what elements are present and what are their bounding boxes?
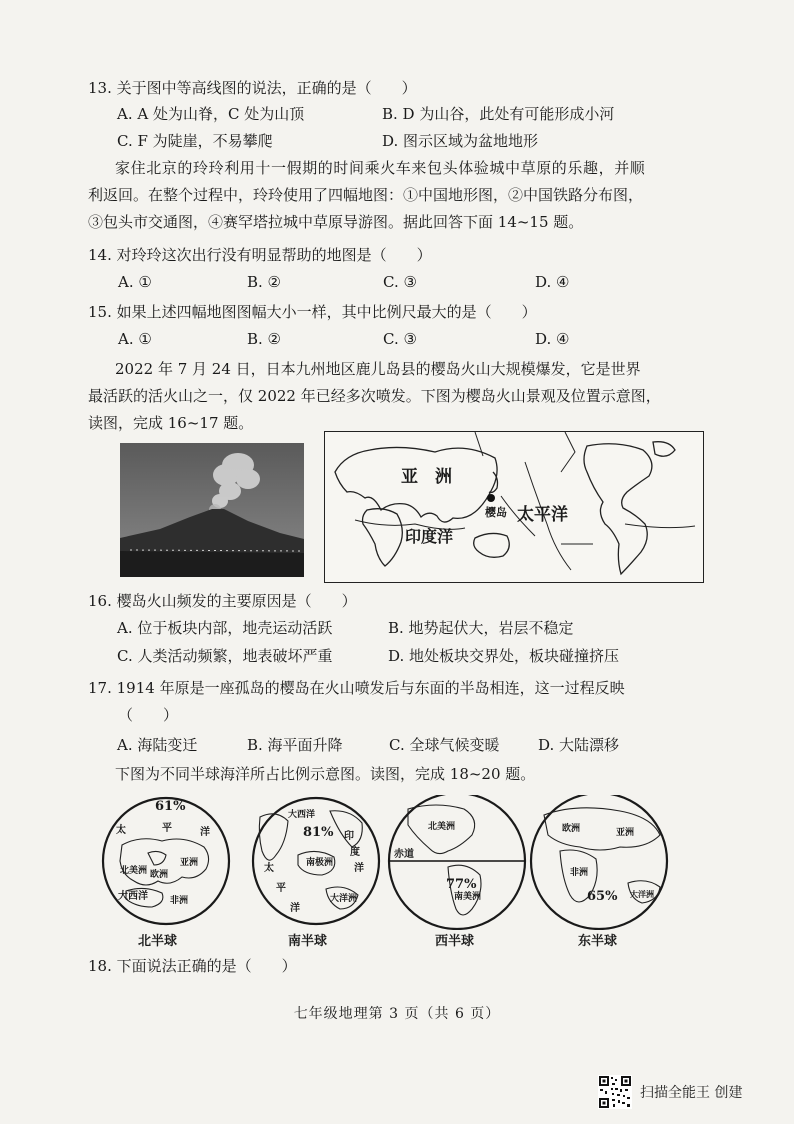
north-hemisphere-percent: 61% (155, 799, 186, 814)
south-label-pacific-1: 太 (264, 863, 274, 874)
north-label-europe: 欧洲 (150, 870, 169, 880)
question-17-stem: 17. 1914 年原是一座孤岛的樱岛在火山喷发后与东面的半岛相连，这一过程反映 (88, 679, 625, 697)
east-label-oceania: 大洋洲 (630, 889, 654, 899)
globe-west-outline (389, 795, 525, 929)
q15-option-d: D. ④ (535, 330, 570, 348)
north-label-atlantic: 大西洋 (118, 891, 148, 902)
north-label-pacific-2: 平 (162, 823, 172, 834)
question-18-stem: 18. 下面说法正确的是（ ） (88, 957, 297, 975)
q16-option-d: D. 地处板块交界处，板块碰撞挤压 (388, 647, 620, 665)
q16-option-a: A. 位于板块内部，地壳运动活跃 (117, 619, 333, 637)
south-label-pacific-2: 平 (276, 883, 286, 894)
passage-16-17-line2: 最活跃的活火山之一，仅 2022 年已经多次喷发。下图为樱岛火山景观及位置示意图， (88, 387, 661, 405)
q17-option-b: B. 海平面升降 (247, 736, 343, 754)
volcano-photo (120, 443, 304, 577)
q13-option-a: A. A 处为山脊，C 处为山顶 (117, 105, 305, 123)
south-hemisphere-name: 南半球 (288, 934, 328, 949)
south-label-pacific-3: 洋 (290, 903, 300, 914)
east-hemisphere-name: 东半球 (578, 934, 618, 949)
west-hemisphere-percent: 77% (446, 877, 477, 892)
question-15-stem: 15. 如果上述四幅地图图幅大小一样，其中比例尺最大的是（ ） (88, 303, 537, 321)
map-label-asia: 亚 洲 (401, 467, 452, 487)
scanner-brand-text: 扫描全能王 创建 (640, 1085, 743, 1101)
north-label-north-america: 北美洲 (120, 866, 148, 876)
question-13-stem: 13. 关于图中等高线图的说法，正确的是（ ） (88, 79, 417, 97)
passage-16-17-line1: 2022 年 7 月 24 日，日本九州地区鹿儿岛县的樱岛火山大规模爆发，它是世界 (115, 360, 641, 378)
q14-option-a: A. ① (118, 273, 152, 291)
sakurajima-location-map (324, 431, 704, 583)
q15-option-c: C. ③ (383, 330, 417, 348)
q14-option-c: C. ③ (383, 273, 417, 291)
question-16-stem: 16. 樱岛火山频发的主要原因是（ ） (88, 592, 357, 610)
qr-code-icon (598, 1075, 632, 1109)
q16-option-c: C. 人类活动频繁，地表破坏严重 (117, 647, 333, 665)
question-17-answer-paren: （ ） (118, 706, 179, 724)
q14-option-d: D. ④ (535, 273, 570, 291)
north-label-pacific-1: 太 (116, 825, 126, 836)
q16-option-b: B. 地势起伏大，岩层不稳定 (388, 619, 574, 637)
east-label-europe: 欧洲 (562, 824, 581, 834)
passage-14-15-line1: 家住北京的玲玲利用十一假期的时间乘火车来包头体验城中草原的乐趣，并顺 (115, 159, 646, 177)
east-label-africa: 非洲 (570, 868, 589, 878)
q15-option-b: B. ② (247, 330, 282, 348)
west-label-north-america: 北美洲 (428, 822, 456, 832)
west-label-south-america: 南美洲 (454, 892, 482, 902)
passage-14-15-line2: 利返回。在整个过程中，玲玲使用了四幅地图：①中国地形图，②中国铁路分布图， (88, 186, 644, 204)
hemisphere-ocean-diagram (100, 795, 700, 950)
q15-option-a: A. ① (118, 330, 152, 348)
passage-18-20-line1: 下图为不同半球海洋所占比例示意图。读图，完成 18~20 题。 (115, 765, 536, 783)
q17-option-c: C. 全球气候变暖 (389, 736, 500, 754)
south-label-oceania: 大洋洲 (330, 894, 358, 904)
globe-east-outline (531, 795, 667, 929)
south-label-indian-2: 度 (350, 847, 360, 858)
north-label-asia: 亚洲 (180, 858, 199, 868)
q14-option-b: B. ② (247, 273, 282, 291)
scanner-watermark (598, 1075, 742, 1109)
north-label-pacific-3: 洋 (200, 827, 210, 838)
map-label-indian-ocean: 印度洋 (405, 527, 454, 546)
q17-option-d: D. 大陆漂移 (538, 736, 620, 754)
west-label-equator: 赤道 (394, 849, 414, 860)
south-label-antarctica: 南极洲 (306, 858, 334, 868)
south-label-indian-3: 洋 (354, 863, 364, 874)
south-label-indian-1: 印 (344, 831, 354, 842)
q17-option-a: A. 海陆变迁 (117, 736, 198, 754)
q13-option-d: D. 图示区域为盆地地形 (382, 132, 539, 150)
east-label-asia: 亚洲 (616, 828, 635, 838)
map-label-sakurajima: 樱岛 (485, 506, 507, 519)
east-hemisphere-percent: 65% (587, 889, 618, 904)
north-label-africa: 非洲 (170, 896, 189, 906)
sakurajima-marker (487, 494, 495, 502)
north-hemisphere-name: 北半球 (138, 934, 178, 949)
globe-north-outline (103, 798, 229, 924)
q13-option-b: B. D 为山谷，此处有可能形成小河 (382, 105, 615, 123)
map-label-pacific: 太平洋 (517, 505, 568, 525)
south-label-atlantic: 大西洋 (288, 810, 316, 820)
west-hemisphere-name: 西半球 (435, 934, 475, 949)
passage-16-17-line3: 读图，完成 16~17 题。 (88, 414, 254, 432)
question-14-stem: 14. 对玲玲这次出行没有明显帮助的地图是（ ） (88, 246, 432, 264)
south-hemisphere-percent: 81% (303, 825, 334, 840)
page-footer: 七年级地理第 3 页（共 6 页） (293, 1006, 501, 1022)
passage-14-15-line3: ③包头市交通图，④赛罕塔拉城中草原导游图。据此回答下面 14~15 题。 (88, 213, 584, 231)
q13-option-c: C. F 为陡崖，不易攀爬 (117, 132, 273, 150)
